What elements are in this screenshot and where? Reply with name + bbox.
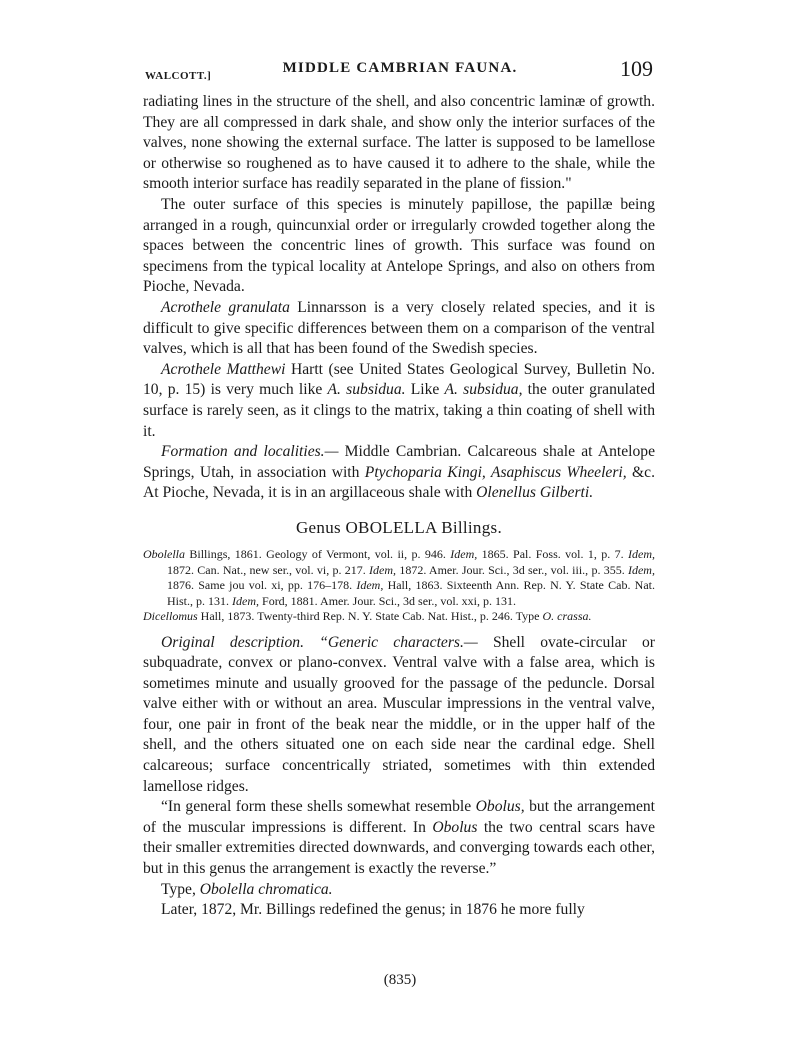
paragraph-acrothele-granulata — [143, 298, 655, 360]
genus-reference: Obolus — [432, 818, 478, 836]
paragraph-original-description — [143, 633, 655, 798]
synonymy-entry-dicellomus — [143, 609, 655, 624]
idem-label: Idem, — [369, 562, 397, 577]
citation-text: Ford, 1881. Amer. Jour. Sci., 3d ser., vol. xxi, p. 131. — [259, 593, 517, 608]
type-species: O. crassa. — [542, 609, 592, 624]
synonymy-list — [143, 547, 655, 624]
paragraph-text: &c. At Pioche, Nevada, it is in an argillaceous shale with — [143, 463, 655, 502]
citation-text: Hall, 1873. Twenty-third Rep. N. Y. State Cab. Nat. Hist., p. 246. Type — [197, 609, 543, 624]
paragraph-general-form — [143, 797, 655, 879]
signature-mark: (835) — [383, 972, 417, 988]
paragraph-text: Hartt (see United States Geological Survey, Bulletin No. 10, p. 15) is very much like — [143, 360, 655, 399]
species-name: Ptychoparia Kingi, Asaphiscus Wheeleri, — [364, 463, 627, 481]
citation-text: 1872. Can. Nat., new ser., vol. vi, p. 217. — [167, 562, 370, 577]
citation-text: 1872. Amer. Jour. Sci., 3d ser., vol. iii., p. 355. — [396, 562, 628, 577]
paragraph-text: Middle Cambrian. Calcareous shale at Antelope Springs, Utah, in association with — [143, 443, 655, 481]
synonymy-entry-obolella — [143, 547, 655, 609]
type-species: Obolella chromatica. — [199, 880, 333, 898]
type-label: Type, — [161, 880, 200, 898]
section-label: Original description. — [161, 633, 304, 651]
paragraph-text: but the arrangement of the muscular impressions is different. In — [143, 798, 655, 836]
page-number: 109 — [620, 56, 653, 81]
paragraph-continuation: radiating lines in the structure of the shell, and also concentric laminæ of growth. They are all compressed in dark shale, and show only the interior surfaces of the valves, none showing the external surface. The latter is supposed to be lamellose or otherwise so roughened as to have caused it to adhere to the shale, while the smooth interior surface has readily separated in the plane of fission." — [143, 93, 655, 193]
idem-label: Idem, — [356, 578, 384, 593]
running-author: WALCOTT.] — [145, 70, 212, 82]
genus-name: Dicellomus — [143, 609, 198, 624]
genus-heading: Genus OBOLELLA Billings. — [295, 517, 502, 537]
species-name: Acrothele Matthewi — [161, 360, 286, 378]
paragraph-type — [143, 880, 655, 901]
paragraph-formation-localities — [143, 442, 655, 504]
idem-label: Idem, — [627, 562, 655, 577]
paragraph-text: the two central scars have their smaller extremities directed downwards, and converging towards each other, but in this genus the arrangement is exactly the reverse.” — [143, 818, 655, 878]
paragraph-text: Shell ovate-circular or subquadrate, convex or plano-convex. Ventral valve with a false area, which is sometimes minute and usually grooved for the passage of the peduncle. Dorsal valve either with or without an area. Muscular impressions in the ventral valve, four, one pair in front of the beak near the middle, or in the upper half of the shell, and the others situated one on each side near the cardinal edge. Shell calcareous; surface concentrically striated, sometimes with thin extended lamellose ridges. — [143, 633, 655, 795]
genus-reference: Obolus, — [475, 798, 525, 816]
species-reference: A. subsidua, — [444, 381, 523, 399]
citation-text: Hall, 1863. Sixteenth Ann. Rep. N. Y. State Cab. Nat. Hist., p. 131. — [167, 578, 656, 608]
genus-name: Obolella — [143, 547, 185, 562]
species-name: Olenellus Gilberti. — [476, 484, 594, 502]
running-header — [145, 56, 655, 88]
paragraph-text: Like — [405, 381, 445, 399]
idem-label: Idem, — [232, 593, 260, 608]
section-label: Formation and localities.— — [161, 443, 339, 461]
citation-text: Billings, 1861. Geology of Vermont, vol. ii, p. 946. — [185, 547, 451, 562]
citation-text: 1865. Pal. Foss. vol. 1, p. 7. — [477, 547, 628, 562]
species-name: Acrothele granulata — [161, 298, 290, 316]
paragraph-text: “In general form these shells somewhat resemble — [161, 798, 476, 816]
idem-label: Idem, — [450, 547, 478, 562]
species-reference: A. subsidua. — [327, 381, 406, 399]
paragraph-later: Later, 1872, Mr. Billings redefined the genus; in 1876 he more fully — [161, 901, 585, 919]
paragraph-acrothele-matthewi — [143, 360, 655, 442]
paragraph-outer-surface: The outer surface of this species is minutely papillose, the papillæ being arranged in a rough, quincunxial order or irregularly crowded together along the spaces between the concentric lines of growth. This surface was found on specimens from the typical locality at Antelope Springs, and also on others from Pioche, Nevada. — [143, 195, 655, 296]
body-text — [143, 92, 655, 921]
running-title: MIDDLE CAMBRIAN FAUNA. — [282, 60, 518, 76]
paragraph-text: Linnarsson is a very closely related species, and it is difficult to give specific differences between them on a comparison of the ventral valves, which is all that has been found of the Swedish species. — [143, 298, 655, 358]
idem-label: Idem, — [628, 547, 655, 562]
paragraph-text: the outer granulated surface is rarely seen, as it clings to the matrix, taking a thin coating of shell with it. — [143, 381, 655, 440]
citation-text: 1876. Same jou vol. xi, pp. 176–178. — [167, 578, 357, 593]
quote-label: “Generic characters.— — [303, 633, 478, 651]
